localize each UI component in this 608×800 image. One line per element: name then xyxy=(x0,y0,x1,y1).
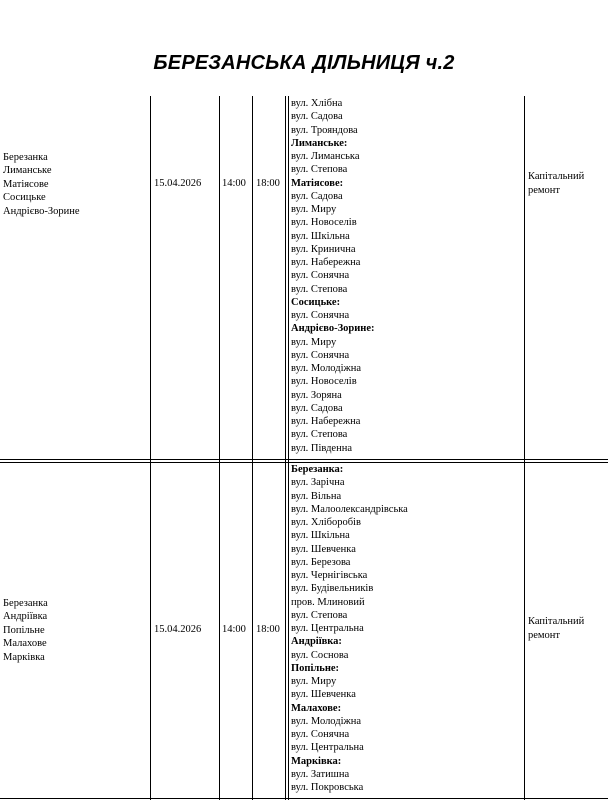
street-item: вул. Малоолександрівська xyxy=(291,503,408,515)
settlement-name: Попільне xyxy=(3,624,45,636)
row-divider xyxy=(0,459,608,460)
street-item: вул. Трояндова xyxy=(291,124,358,136)
street-item: вул. Новоселів xyxy=(291,376,357,388)
settlement-name: Сосицьке xyxy=(3,192,46,204)
settlement-name: Марківка xyxy=(3,651,45,663)
date-cell: 15.04.2026 xyxy=(154,624,202,635)
street-item: вул. Степова xyxy=(291,429,348,441)
street-item: вул. Сонячна xyxy=(291,310,350,321)
settlement-header: Андрієво-Зорине: xyxy=(291,323,375,335)
street-item: вул. Покровська xyxy=(291,782,364,793)
street-item: вул. Садова xyxy=(291,190,343,202)
streets-list xyxy=(291,97,374,455)
table-border xyxy=(150,96,151,800)
table-border xyxy=(288,96,289,800)
street-item: вул. Сонячна xyxy=(291,270,350,282)
street-item: вул. Садова xyxy=(291,111,343,123)
street-item: вул. Шевченка xyxy=(291,543,356,555)
street-item: вул. Лиманська xyxy=(291,151,360,162)
table-border xyxy=(219,96,220,800)
street-item: вул. Шкільна xyxy=(291,530,350,542)
end-time-cell: 18:00 xyxy=(256,178,280,189)
street-item: вул. Будівельників xyxy=(291,583,374,595)
settlement-header: Матіясове: xyxy=(291,177,344,189)
table-bottom-border xyxy=(0,798,608,799)
street-item: вул. Центральна xyxy=(291,742,364,754)
street-item: вул. Зоряна xyxy=(291,389,342,401)
street-item: вул. Хлібна xyxy=(291,98,343,109)
settlement-header: Андріївка: xyxy=(291,636,342,648)
street-item: вул. Вільна xyxy=(291,490,342,502)
street-item: вул. Миру xyxy=(291,336,337,348)
street-item: вул. Степова xyxy=(291,609,348,621)
street-item: вул. Хліборобів xyxy=(291,517,361,528)
end-time-cell: 18:00 xyxy=(256,624,280,635)
street-item: вул. Садова xyxy=(291,402,343,414)
settlement-header: Березанка: xyxy=(291,464,344,475)
street-item: вул. Сонячна xyxy=(291,729,350,740)
settlement-name: Березанка xyxy=(3,598,48,609)
street-item: вул. Шкільна xyxy=(291,230,350,242)
street-item: вул. Центральна xyxy=(291,623,364,634)
settlements-cell xyxy=(3,151,80,218)
street-item: вул. Південна xyxy=(291,442,352,454)
settlement-name: Андріївка xyxy=(3,611,48,623)
street-item: вул. Новоселів xyxy=(291,217,357,229)
work-type-line: ремонт xyxy=(528,185,561,196)
work-type-line: ремонт xyxy=(528,630,561,641)
work-type-cell xyxy=(528,170,584,198)
start-time-cell: 14:00 xyxy=(222,624,246,635)
street-item: вул. Степова xyxy=(291,164,348,176)
settlement-name: Малахове xyxy=(3,638,47,650)
date-cell: 15.04.2026 xyxy=(154,178,202,189)
street-item: вул. Молодіжна xyxy=(291,715,362,727)
settlement-header: Сосицьке: xyxy=(291,296,341,308)
street-item: вул. Затишна xyxy=(291,768,350,780)
street-item: вул. Сонячна xyxy=(291,349,350,361)
start-time-cell: 14:00 xyxy=(222,178,246,189)
settlement-header: Попільне: xyxy=(291,662,340,674)
street-item: вул. Чернігівська xyxy=(291,570,368,581)
street-item: вул. Шевченка xyxy=(291,689,356,701)
streets-list xyxy=(291,463,408,794)
table-border xyxy=(285,96,286,800)
settlement-name: Матіясове xyxy=(3,178,49,190)
street-item: вул. Степова xyxy=(291,283,348,295)
street-item: вул. Набережна xyxy=(291,257,361,268)
work-type-line: Капітальний xyxy=(528,616,585,627)
street-item: вул. Березова xyxy=(291,556,351,568)
street-item: вул. Миру xyxy=(291,676,337,687)
page-title: БЕРЕЗАНСЬКА ДІЛЬНИЦЯ ч.2 xyxy=(153,52,455,74)
street-item: пров. Млиновий xyxy=(291,596,365,608)
settlement-header: Малахове: xyxy=(291,702,342,714)
settlement-name: Лиманське xyxy=(3,165,52,177)
table-border xyxy=(252,96,253,800)
settlement-header: Марківка: xyxy=(291,755,342,767)
work-type-line: Капітальний xyxy=(528,171,585,182)
settlement-header: Лиманське: xyxy=(291,137,348,149)
street-item: вул. Молодіжна xyxy=(291,363,362,374)
work-type-cell xyxy=(528,615,584,643)
street-item: вул. Набережна xyxy=(291,416,361,427)
table-border xyxy=(524,96,525,800)
settlement-name: Березанка xyxy=(3,152,48,163)
street-item: вул. Кринична xyxy=(291,243,356,255)
street-item: вул. Соснова xyxy=(291,649,349,661)
street-item: вул. Зарічна xyxy=(291,477,345,489)
settlements-cell xyxy=(3,597,48,664)
street-item: вул. Миру xyxy=(291,204,337,215)
settlement-name: Андрієво-Зорине xyxy=(3,205,80,217)
